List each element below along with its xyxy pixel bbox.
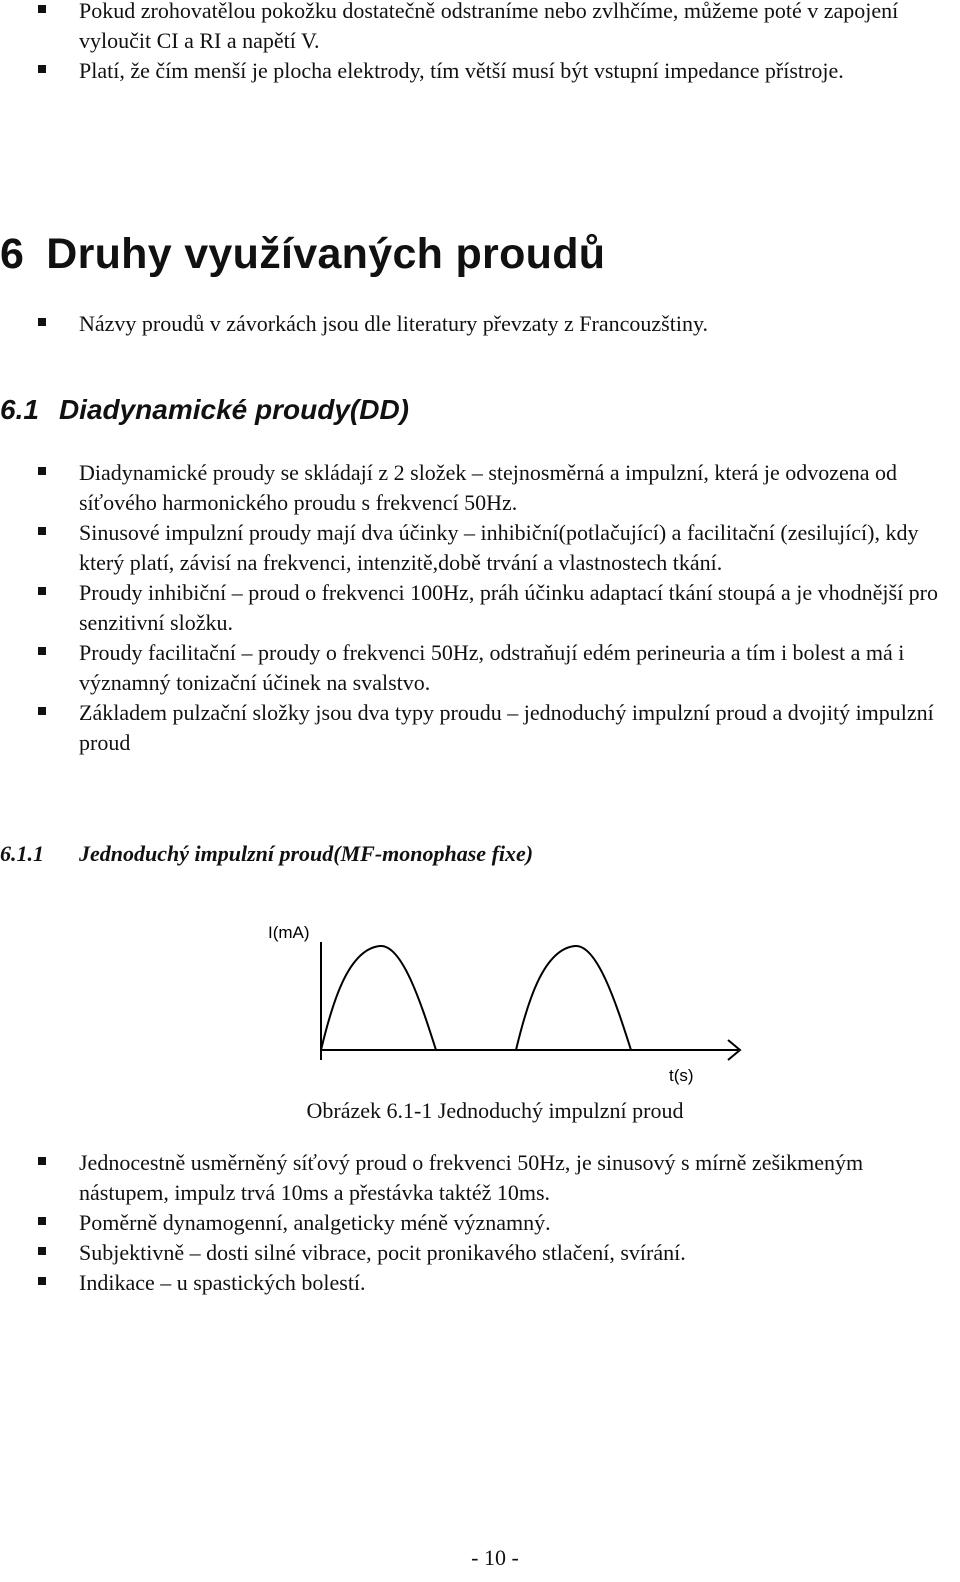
section-heading-6-1-1 — [0, 838, 533, 870]
list-item — [0, 1238, 960, 1268]
square-bullet-icon — [38, 1247, 46, 1255]
list-item — [0, 56, 924, 86]
square-bullet-icon — [38, 587, 46, 595]
list-item-text: Pokud zrohovatělou pokožku dostatečně odstraníme nebo zvlhčíme, můžeme poté v zapojení vyloučit CI a RI a napětí V. — [79, 0, 899, 53]
pulse-1 — [321, 946, 436, 1050]
section-number: 6 — [0, 230, 25, 278]
square-bullet-icon — [38, 527, 46, 535]
square-bullet-icon — [38, 5, 46, 13]
list-item — [0, 518, 960, 578]
list-item — [0, 1148, 899, 1208]
page-number: - 10 - — [471, 1545, 519, 1570]
section-title: Diadynamické proudy(DD) — [58, 394, 410, 425]
section-number: 6.1.1 — [0, 841, 44, 866]
list-item-text: Proudy inhibiční – proud o frekvenci 100Hz, práh účinku adaptací tkání stoupá a je vhodnější pro senzitivní složku. — [79, 580, 939, 635]
list-item — [0, 1268, 960, 1298]
section61-bullet-list — [0, 458, 960, 758]
x-axis-label: t(s) — [669, 1066, 694, 1085]
list-item — [0, 698, 939, 758]
top-bullet-list — [0, 0, 960, 86]
list-item-text: Indikace – u spastických bolestí. — [79, 1270, 366, 1295]
list-item — [0, 309, 960, 339]
square-bullet-icon — [38, 467, 46, 475]
list-item-text: Subjektivně – dosti silné vibrace, pocit pronikavého stlačení, svírání. — [79, 1240, 686, 1265]
pulse-2 — [516, 946, 631, 1050]
section-number: 6.1 — [0, 394, 39, 425]
square-bullet-icon — [38, 65, 46, 73]
square-bullet-icon — [38, 1217, 46, 1225]
section611-bullet-list — [0, 1148, 960, 1298]
section-heading-6 — [0, 226, 605, 282]
section-heading-6-1 — [0, 392, 409, 428]
list-item — [0, 638, 949, 698]
section-title: Jednoduchý impulzní proud(MF-monophase fixe) — [79, 841, 534, 866]
y-axis-label: I(mA) — [268, 923, 310, 942]
list-item-text: Platí, že čím menší je plocha elektrody, tím větší musí být vstupní impedance přístroje. — [79, 58, 844, 83]
list-item-text: Sinusové impulzní proudy mají dva účinky – inhibiční(potlačující) a facilitační (zesilující), kdy který platí, závisí na frekvenci, intenzitě,době trvání a vlastnostech tkání. — [79, 520, 919, 575]
list-item — [0, 0, 959, 56]
list-item-text: Diadynamické proudy se skládají z 2 složek – stejnosměrná a impulzní, která je odvozena od síťového harmonického proudu s frekvencí 50Hz. — [79, 460, 898, 515]
square-bullet-icon — [38, 1277, 46, 1285]
current-waveform-figure — [262, 908, 752, 1090]
square-bullet-icon — [38, 647, 46, 655]
square-bullet-icon — [38, 707, 46, 715]
list-item-text: Základem pulzační složky jsou dva typy proudu – jednoduchý impulzní proud a dvojitý impulzní proud — [79, 700, 934, 755]
section6-bullet-list — [0, 309, 960, 339]
section-title: Druhy využívaných proudů — [46, 230, 606, 278]
list-item-text: Názvy proudů v závorkách jsou dle literatury převzaty z Francouzštiny. — [79, 311, 709, 336]
list-item-text: Proudy facilitační – proudy o frekvenci 50Hz, odstraňují edém perineuria a tím i bolest a má i významný tonizační účinek na svalstvo. — [79, 640, 905, 695]
square-bullet-icon — [38, 318, 46, 326]
list-item — [0, 578, 960, 638]
list-item — [0, 458, 939, 518]
square-bullet-icon — [38, 1157, 46, 1165]
list-item-text: Poměrně dynamogenní, analgeticky méně významný. — [79, 1210, 551, 1235]
figure-caption: Obrázek 6.1-1 Jednoduchý impulzní proud — [306, 1098, 684, 1123]
list-item-text: Jednocestně usměrněný síťový proud o frekvenci 50Hz, je sinusový s mírně zešikmeným nástupem, impulz trvá 10ms a přestávka taktéž 10ms. — [79, 1150, 864, 1205]
list-item — [0, 1208, 960, 1238]
